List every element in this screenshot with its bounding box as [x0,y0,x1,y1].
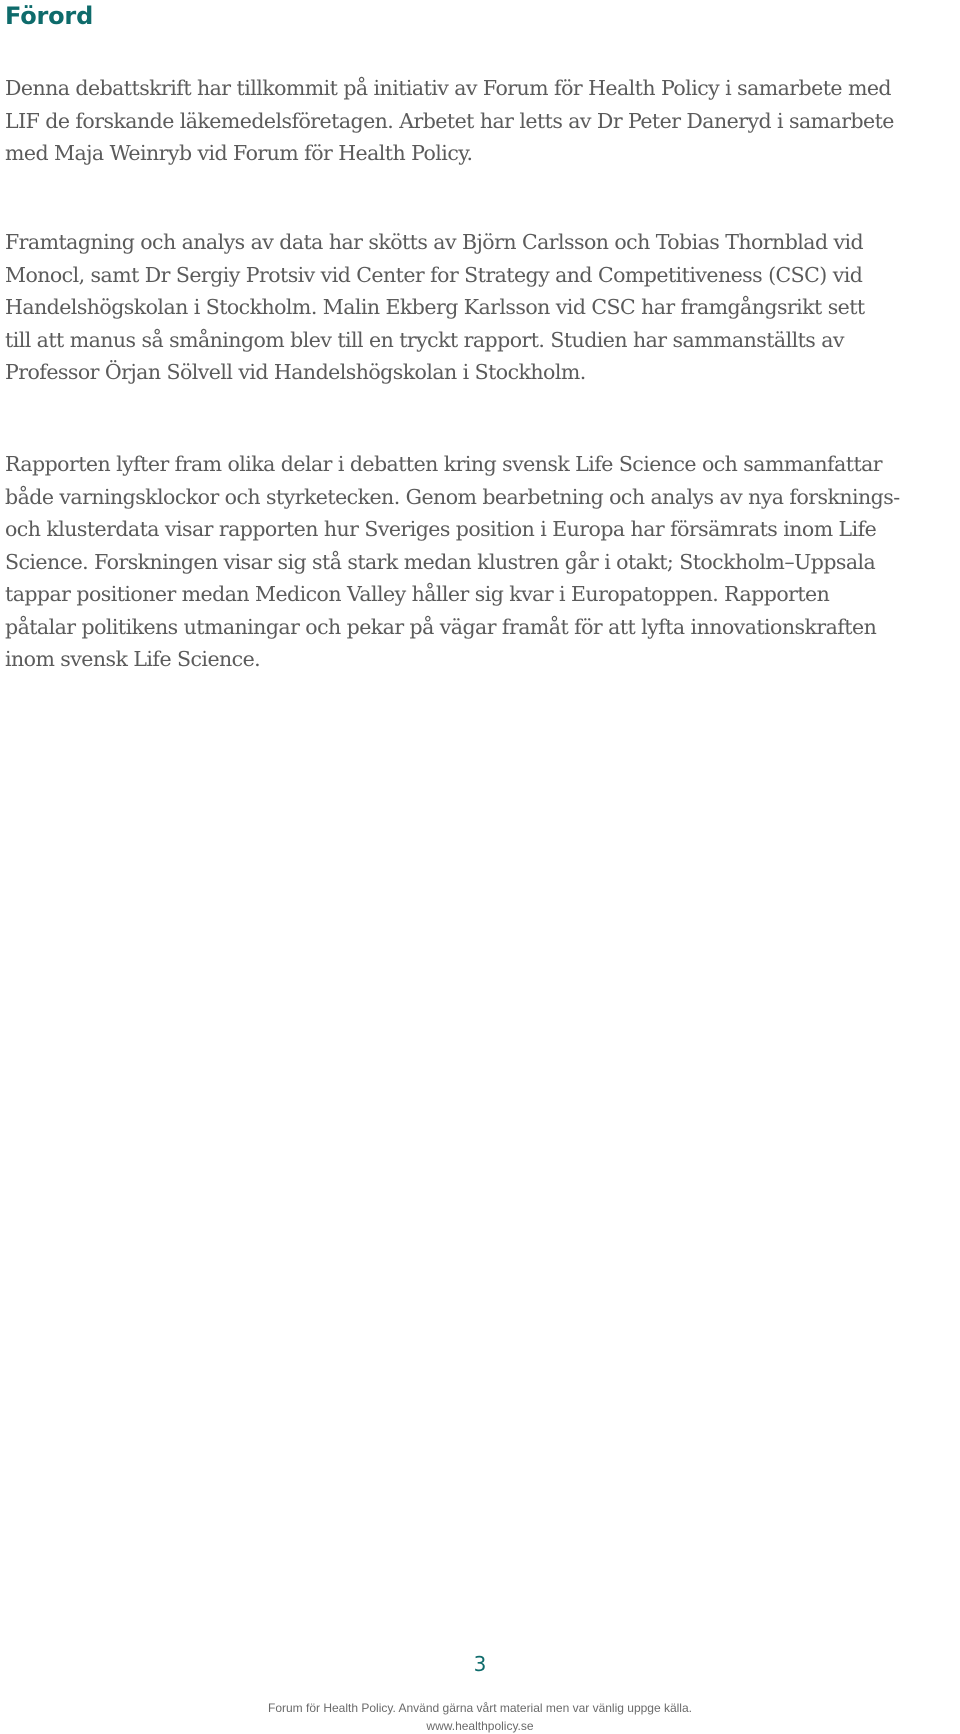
footer-url: www.healthpolicy.se [426,1719,534,1733]
page-title: Förord [5,2,94,30]
footer-notice: Forum för Health Policy. Använd gärna vårt material men var vänlig uppge källa. [268,1701,692,1715]
text-line: Professor Örjan Sölvell vid Handelshögskolan i Stockholm. [5,360,586,384]
text-line: både varningsklockor och styrketecken. Genom bearbetning och analys av nya forsknings- [5,484,900,509]
text-line: LIF de forskande läkemedelsföretagen. Arbetet har letts av Dr Peter Daneryd i samarbete [5,108,894,133]
text-line: och klusterdata visar rapporten hur Sveriges position i Europa har försämrats inom Life [5,517,877,541]
text-line: påtalar politikens utmaningar och pekar på vägar framåt för att lyfta innovationskraften [5,614,877,639]
text-line: till att manus så småningom blev till en tryckt rapport. Studien har sammanställts av [5,327,844,352]
text-line: Rapporten lyfter fram olika delar i debatten kring svensk Life Science och sammanfattar [5,452,883,476]
text-line: Monocl, samt Dr Sergiy Protsiv vid Center for Strategy and Competitiveness (CSC) vid [5,262,863,287]
text-line: inom svensk Life Science. [5,647,261,671]
paragraph-data-analysis [5,226,950,389]
text-line: Denna debattskrift har tillkommit på initiativ av Forum för Health Policy i samarbete med [5,76,891,100]
text-line: Handelshögskolan i Stockholm. Malin Ekberg Karlsson vid CSC har framgångsrikt sett [5,295,865,319]
text-line: med Maja Weinryb vid Forum för Health Policy. [5,141,473,165]
text-line: Framtagning och analys av data har skötts av Björn Carlsson och Tobias Thornblad vid [5,230,864,254]
text-line: tappar positioner medan Medicon Valley håller sig kvar i Europatoppen. Rapporten [5,582,830,606]
text-line: Science. Forskningen visar sig stå stark medan klustren går i otakt; Stockholm–Uppsala [5,549,876,574]
paragraph-report-summary [5,448,950,676]
page-number: 3 [473,1652,487,1676]
paragraph-acknowledgement [5,72,950,170]
